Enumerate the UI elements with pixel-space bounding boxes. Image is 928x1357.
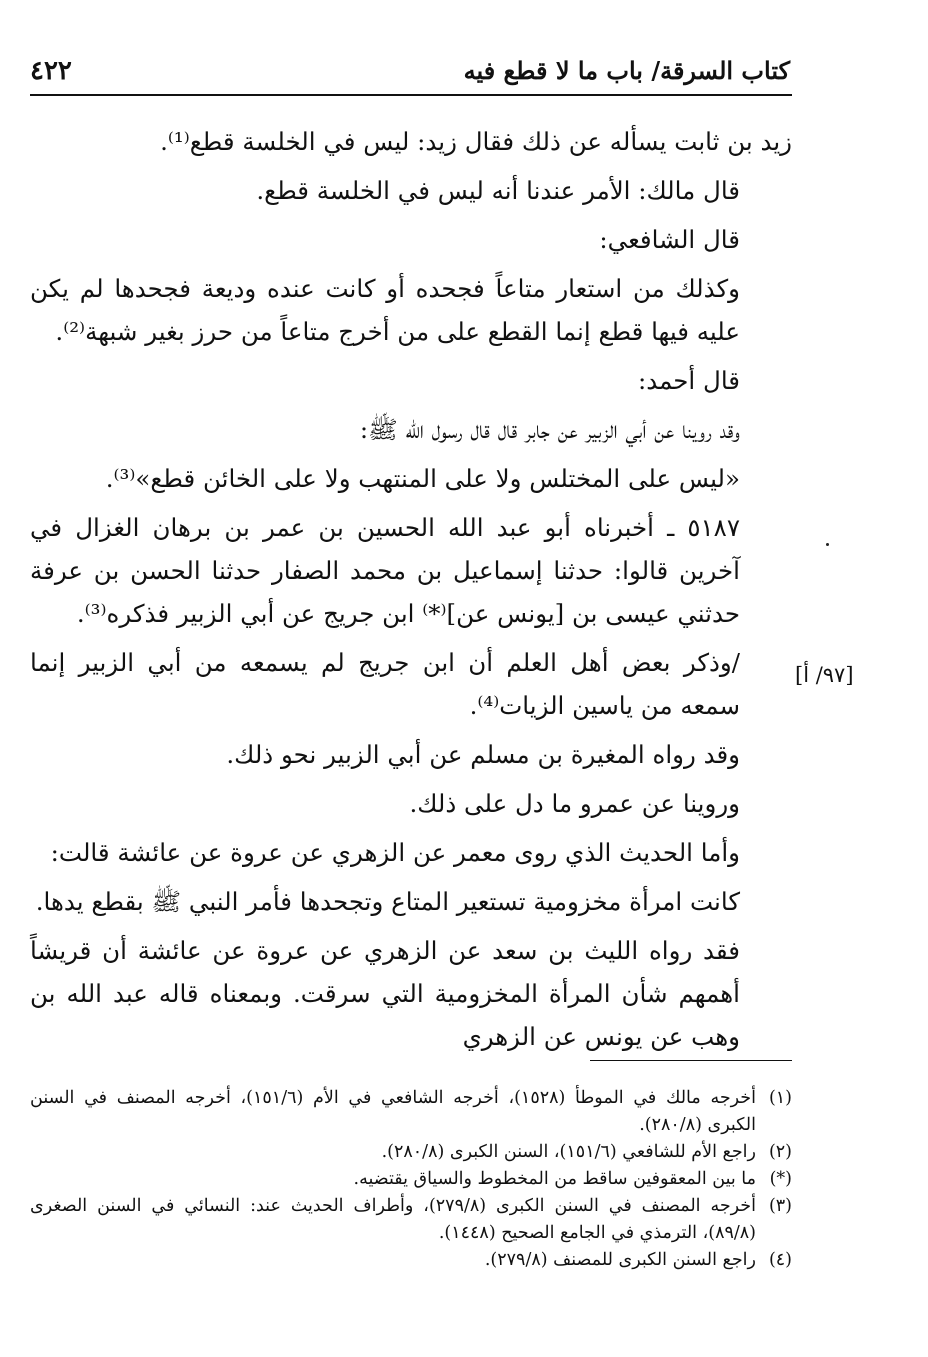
page-header (30, 52, 790, 92)
footnote-item (30, 1085, 792, 1139)
footnote-number: (٢) (768, 1142, 792, 1162)
footnotes (30, 1085, 792, 1274)
paragraph-13: كانت امرأة مخزومية تستعير المتاع وتجحدها فأمر النبي ﷺ بقطع يدها. (35, 887, 740, 916)
page-number: ٤٢٢ (30, 56, 72, 86)
footnote-item (30, 1247, 792, 1274)
footnote-number: (١) (768, 1088, 792, 1108)
margin-dot (826, 543, 829, 546)
main-text (30, 120, 792, 1058)
paragraph-7: «ليس على المختلس ولا على المنتهب ولا على الخائن قطع»⁽³⁾. (105, 464, 740, 493)
footnote-text: راجع الأم للشافعي (١٥١/٦)، السنن الكبرى (٢٨٠/٨). (381, 1142, 756, 1162)
footnote-number: (*) (769, 1169, 792, 1189)
manuscript-folio-note: [٩٧/ أ] (795, 663, 854, 687)
footnote-number: (٤) (768, 1250, 792, 1270)
footnote-text: أخرجه المصنف في السنن الكبرى (٢٧٩/٨)، وأطراف الحديث عند: النسائي في السنن الصغرى (٨٩/٨)، الترمذي في الجامع الصحيح (١٤٤٨). (30, 1196, 756, 1243)
paragraph-12: وأما الحديث الذي روى معمر عن الزهري عن عروة عن عائشة قالت: (50, 838, 740, 867)
paragraph-4: وكذلك من استعار متاعاً فجحده أو كانت عنده وديعة فجحدها لم يكن عليه فيها قطع إنما القطع على من أخرج متاعاً من حرز بغير شبهة⁽²⁾. (30, 274, 740, 346)
footnote-text: أخرجه مالك في الموطأ (١٥٢٨)، أخرجه الشافعي في الأم (١٥١/٦)، أخرجه المصنف في السنن الكبرى (٢٨٠/٨). (30, 1088, 756, 1135)
footnote-item (30, 1193, 792, 1247)
paragraph-2: قال مالك: الأمر عندنا أنه ليس في الخلسة قطع. (256, 176, 740, 205)
paragraph-10: وقد رواه المغيرة بن مسلم عن أبي الزبير نحو ذلك. (226, 740, 740, 769)
footnote-number: (٣) (768, 1196, 792, 1216)
paragraph-6: وقد روينا عن أبي الزبير عن جابر قال قال رسول الله ﷺ: (359, 415, 740, 444)
header-rule (30, 94, 792, 96)
running-title: كتاب السرقة/ باب ما لا قطع فيه (463, 56, 790, 85)
paragraph-9: /وذكر بعض أهل العلم أن ابن جريج لم يسمعه من أبي الزبير إنما سمعه من ياسين الزيات⁽⁴⁾. (30, 648, 740, 720)
paragraph-14: فقد رواه الليث بن سعد عن الزهري عن عروة عن عائشة أن قريشاً أهمهم شأن المرأة المخزومية التي سرقت. وبمعناه قاله عبد الله بن وهب عن يونس عن الزهري (30, 936, 740, 1051)
hadith-5187: ٥١٨٧ ـ أخبرناه أبو عبد الله الحسين بن عمر بن برهان الغزال في آخرين قالوا: حدثنا إسماعيل بن محمد الصفار حدثنا الحسن بن عرفة حدثني عيسى بن [يونس عن]⁽*⁾ ابن جريج عن أبي الزبير فذكره⁽³⁾. (30, 513, 740, 628)
paragraph-11: وروينا عن عمرو ما دل على ذلك. (409, 789, 740, 818)
paragraph-5: قال أحمد: (638, 366, 740, 395)
footnote-item (30, 1139, 792, 1166)
paragraph-3: قال الشافعي: (599, 225, 740, 254)
paragraph-1: زيد بن ثابت يسأله عن ذلك فقال زيد: ليس في الخلسة قطع⁽¹⁾. (160, 127, 792, 156)
footnote-rule (590, 1060, 792, 1061)
footnote-text: راجع السنن الكبرى للمصنف (٢٧٩/٨). (484, 1250, 756, 1270)
footnote-item (30, 1166, 792, 1193)
footnote-text: ما بين المعقوفين ساقط من المخطوط والسياق يقتضيه. (353, 1169, 756, 1189)
